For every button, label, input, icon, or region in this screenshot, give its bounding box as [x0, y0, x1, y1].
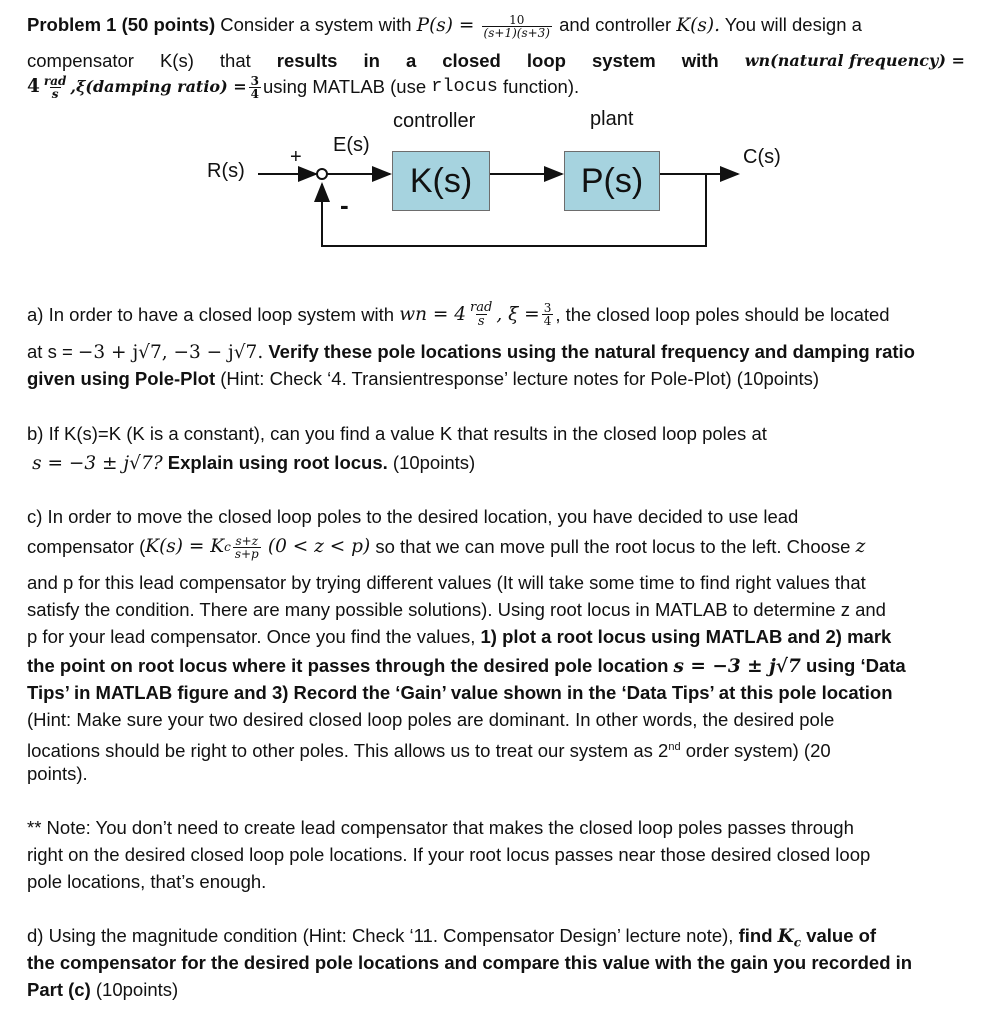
reference-input-label: R(s) — [207, 160, 245, 182]
output-label: C(s) — [743, 146, 781, 168]
part-c-line-6: the point on root locus where it passes through the desired pole location s = −3 ± j√7 using ‘Data — [27, 655, 906, 677]
part-d-line-2: the compensator for the desired pole locations and compare this value with the gain you recorded in — [27, 952, 913, 973]
plant-fraction: $\frac{10}{(s+1)(s+3)}$ — [483, 12, 550, 40]
plus-sign: + — [290, 146, 302, 168]
plant-block: P(s) — [564, 151, 660, 211]
problem-line-1: Problem 1 (50 points) Consider a system with P(s) = $\frac{10}{(s+1)(s+3)}$ and controller K(s). You will design a — [27, 12, 862, 40]
plant-label: plant — [590, 108, 634, 130]
three-quarters-fraction: $\frac{3}{4}$ — [250, 73, 259, 101]
part-d-line-3: Part (c) (10points) — [27, 979, 179, 1000]
part-c-line-5: p for your lead compensator. Once you find the values, 1) plot a root locus using MATLAB and 2) mark — [27, 626, 892, 647]
problem-line-3: 4 $\frac{\text{rad}}{s}$ ,ξ(damping ratio) = $\frac{3}{4}$ using MATLAB (use rlocus function). — [27, 73, 580, 101]
part-d-line-1: d) Using the magnitude condition (Hint: Check ‘11. Compensator Design’ lecture note), find $K_c$ value of — [27, 925, 877, 950]
part-b-line-1: b) If K(s)=K (K is a constant), can you find a value K that results in the closed loop poles at — [27, 423, 767, 444]
controller-block: K(s) — [392, 151, 490, 211]
controller-label: controller — [393, 110, 476, 132]
part-a-line-3: given using Pole-Plot (Hint: Check ‘4. Transientresponse’ lecture notes for Pole-Plot) (10points) — [27, 368, 820, 389]
problem-title: Problem 1 (50 points) — [27, 14, 216, 35]
part-c-line-3: and p for this lead compensator by trying different values (It will take some time to find right values that — [27, 572, 866, 593]
note-line-2: right on the desired closed loop pole locations. If your root locus passes near those desired closed loop — [27, 844, 871, 865]
problem-line-2: compensator K(s) that results in a closed loop system with wn(natural frequency) = — [27, 50, 965, 71]
part-c-line-4: satisfy the condition. There are many possible solutions). Using root locus in MATLAB to determine z and — [27, 599, 886, 620]
minus-sign: - — [340, 190, 349, 220]
part-c-line-9: locations should be right to other poles. This allows us to treat our system as 2nd order system) (20 — [27, 740, 831, 762]
part-a-line-2: at s = −3 + j√7, −3 − j√7. Verify these pole locations using the natural frequency and damping ratio — [27, 341, 915, 363]
part-b-line-2: s = −3 ± j√7? Explain using root locus. (10points) — [32, 452, 476, 474]
summing-junction — [317, 169, 327, 179]
part-a-line-1: a) In order to have a closed loop system with wn = 4 $\frac{\text{rad}}{s}$ , ξ = $\frac{3}{4}$ , the closed loop poles should be located — [27, 300, 890, 329]
rad-fraction: $\frac{\text{rad}}{s}$ — [43, 73, 67, 101]
error-signal-label: E(s) — [333, 134, 370, 156]
part-c-line-8: (Hint: Make sure your two desired closed loop poles are dominant. In other words, the desired pole — [27, 709, 835, 730]
part-c-line-2: compensator ( K(s) = K c $\frac{s+z}{s+p}$ (0 < z < p) so that we can move pull the root locus to the left. Choose z — [27, 533, 866, 561]
note-line-1: ** Note: You don’t need to create lead compensator that makes the closed loop poles passes through — [27, 817, 854, 838]
part-c-line-10: points). — [27, 763, 88, 784]
part-c-line-1: c) In order to move the closed loop poles to the desired location, you have decided to use lead — [27, 506, 799, 527]
part-c-line-7: Tips’ in MATLAB figure and 3) Record the ‘Gain’ value shown in the ‘Data Tips’ at this pole location — [27, 682, 893, 703]
note-line-3: pole locations, that’s enough. — [27, 871, 267, 892]
